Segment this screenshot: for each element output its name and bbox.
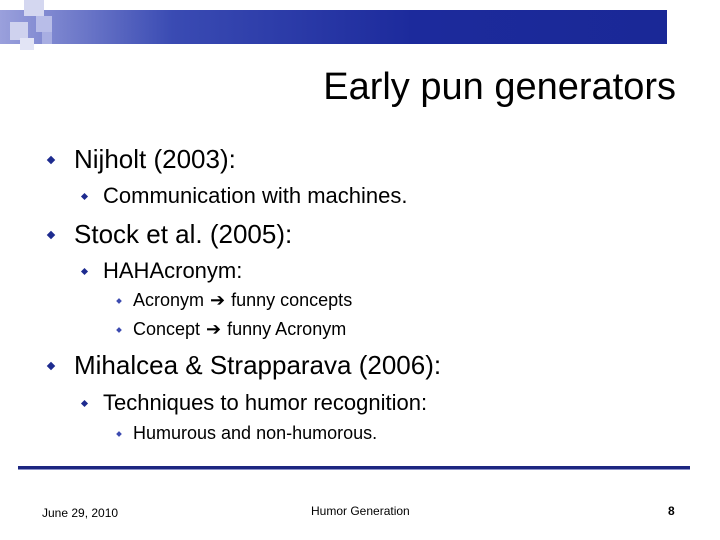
bullet-text: HAHAcronym:: [103, 258, 243, 283]
diamond-bullet-icon: [47, 230, 55, 238]
bullet-level2: [82, 258, 242, 284]
bullet-level2: [82, 183, 407, 209]
diamond-bullet-icon: [81, 267, 88, 274]
header-bar: [0, 10, 690, 44]
decor-square: [36, 16, 52, 32]
bullet-text: Acronym: [133, 290, 205, 310]
right-arrow-icon: ➔: [206, 319, 222, 339]
bullet-text: Techniques to humor recognition:: [103, 390, 428, 415]
bullet-text: funny Acronym: [227, 319, 347, 339]
footer-divider-shadow: [18, 469, 690, 470]
bullet-level2: [82, 390, 427, 416]
diamond-bullet-icon: [81, 399, 88, 406]
diamond-bullet-icon: [116, 298, 122, 304]
bullet-text: Humurous and non-humorous.: [133, 423, 378, 443]
diamond-bullet-icon: [116, 431, 122, 437]
diamond-bullet-icon: [47, 361, 55, 369]
decor-square: [24, 0, 44, 16]
bullet-text: Nijholt (2003):: [74, 144, 236, 174]
bullet-level1: [48, 350, 441, 381]
bullet-text: Communication with machines.: [103, 183, 408, 208]
bullet-text: Mihalcea & Strapparava (2006):: [74, 350, 442, 380]
bullet-text: funny concepts: [231, 290, 353, 310]
bullet-level1: [48, 219, 292, 250]
bullet-level1: [48, 144, 236, 175]
diamond-bullet-icon: [116, 327, 122, 333]
bullet-level3: [117, 290, 352, 311]
bullet-level3: [117, 423, 377, 444]
bullet-level3: [117, 319, 346, 340]
decor-square: [42, 32, 52, 44]
diamond-bullet-icon: [47, 155, 55, 163]
right-arrow-icon: ➔: [210, 290, 226, 310]
header-end-square: [667, 10, 690, 44]
diamond-bullet-icon: [81, 192, 88, 199]
slide-title: Early pun generators: [323, 66, 676, 108]
bullet-text: Stock et al. (2005):: [74, 219, 293, 249]
decor-square: [20, 38, 34, 50]
footer-date: June 29, 2010: [42, 506, 119, 520]
bullet-text: Concept: [133, 319, 201, 339]
footer-title: Humor Generation: [311, 504, 410, 518]
page-number: 8: [668, 504, 675, 518]
